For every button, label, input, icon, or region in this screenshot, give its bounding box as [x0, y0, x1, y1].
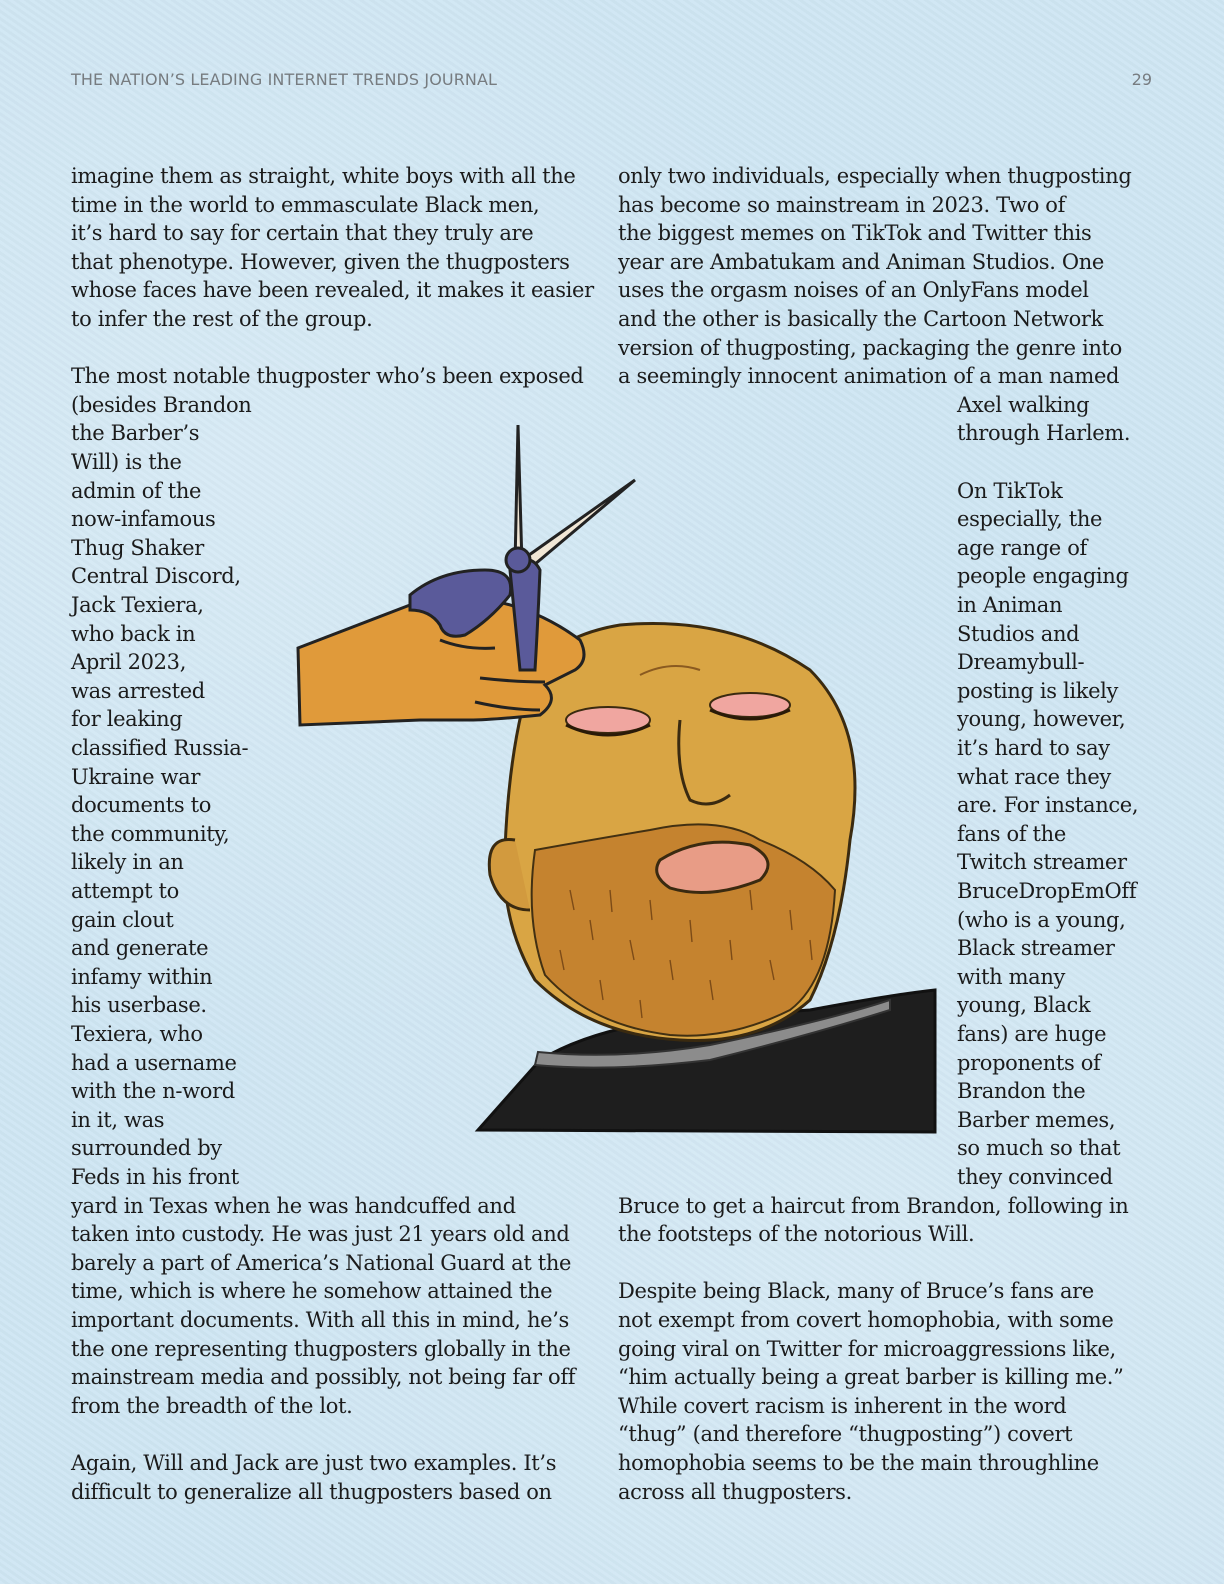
text-line: While covert racism is inherent in the word: [618, 1393, 1067, 1418]
text-line: documents to: [71, 793, 212, 818]
text-line: what race they: [957, 764, 1111, 789]
text-line: whose faces have been revealed, it makes it easier: [71, 278, 594, 303]
text-line: Brandon the: [957, 1079, 1086, 1104]
text-line: who back in: [71, 621, 196, 646]
text-line: time, which is where he somehow attained the: [71, 1279, 553, 1304]
text-line: likely in an: [71, 850, 184, 875]
text-line: barely a part of America’s National Guard at the: [71, 1250, 572, 1275]
text-line: so much so that: [957, 1136, 1121, 1161]
text-line: now-infamous: [71, 507, 216, 532]
page-number: 29: [1131, 70, 1152, 89]
text-line: Axel walking: [957, 392, 1090, 417]
text-line: with the n-word: [71, 1079, 235, 1104]
text-line: The most notable thugposter who’s been exposed: [71, 364, 584, 389]
text-line: Studios and: [957, 621, 1080, 646]
text-line: in Animan: [957, 593, 1063, 617]
text-line: Feds in his front: [71, 1165, 239, 1189]
text-line: mainstream media and possibly, not being far off: [71, 1365, 576, 1390]
text-line: fans of the: [957, 821, 1066, 846]
text-line: the one representing thugposters globally in the: [71, 1336, 571, 1361]
text-line: across all thugposters.: [618, 1479, 852, 1504]
text-line: taken into custody. He was just 21 years old and: [71, 1222, 570, 1247]
text-line: Ukraine war: [71, 764, 201, 789]
text-line: Will) is the: [71, 450, 182, 474]
text-line: Despite being Black, many of Bruce’s fans are: [618, 1279, 1094, 1304]
text-line: only two individuals, especially when thugposting: [618, 164, 1132, 188]
text-line: version of thugposting, packaging the genre into: [618, 335, 1122, 360]
text-line: (who is a young,: [957, 907, 1126, 932]
text-line: admin of the: [71, 478, 202, 503]
text-line: going viral on Twitter for microaggressions like,: [618, 1336, 1116, 1361]
text-line: they convinced: [957, 1165, 1113, 1189]
text-line: homophobia seems to be the main throughline: [618, 1451, 1099, 1475]
text-line: it’s hard to say: [957, 736, 1110, 760]
text-line: Twitch streamer: [957, 850, 1127, 875]
text-line: the Barber’s: [71, 421, 200, 446]
text-line: Jack Texiera,: [71, 593, 204, 617]
text-line: a seemingly innocent animation of a man named: [618, 364, 1120, 389]
text-line: Black streamer: [957, 936, 1115, 961]
text-line: difficult to generalize all thugposters based on: [71, 1479, 552, 1504]
barber-illustration: [290, 420, 960, 1140]
text-line: surrounded by: [71, 1136, 222, 1161]
text-line: important documents. With all this in mind, he’s: [71, 1308, 569, 1332]
text-line: and generate: [71, 936, 209, 961]
text-line: Barber memes,: [957, 1107, 1116, 1132]
text-line: attempt to: [71, 879, 179, 903]
text-line: had a username: [71, 1050, 237, 1075]
text-line: time in the world to emmasculate Black men,: [71, 192, 540, 217]
running-header: THE NATION’S LEADING INTERNET TRENDS JOURNAL: [71, 70, 498, 89]
text-line: infamy within: [71, 964, 213, 989]
text-line: “thug” (and therefore “thugposting”) covert: [618, 1422, 1073, 1447]
text-line: BruceDropEmOff: [957, 879, 1137, 903]
text-line: from the breadth of the lot.: [71, 1393, 353, 1418]
text-line: the footsteps of the notorious Will.: [618, 1222, 975, 1247]
text-line: to infer the rest of the group.: [71, 307, 373, 331]
text-line: for leaking: [71, 707, 183, 732]
text-line: year are Ambatukam and Animan Studios. One: [618, 249, 1104, 274]
text-line: are. For instance,: [957, 793, 1139, 818]
text-line: was arrested: [71, 678, 205, 703]
text-line: classified Russia-: [71, 736, 249, 760]
text-line: his userbase.: [71, 993, 207, 1018]
text-line: through Harlem.: [957, 421, 1131, 446]
text-line: people engaging: [957, 564, 1129, 589]
text-line: with many: [957, 964, 1066, 989]
text-line: young, however,: [957, 707, 1126, 732]
text-line: Central Discord,: [71, 564, 241, 589]
text-line: it’s hard to say for certain that they truly are: [71, 221, 534, 246]
text-line: and the other is basically the Cartoon Network: [618, 307, 1103, 331]
text-line: imagine them as straight, white boys with all the: [71, 164, 576, 188]
text-line: Again, Will and Jack are just two examples. It’s: [71, 1451, 557, 1475]
text-line: posting is likely: [957, 678, 1119, 703]
text-line: Thug Shaker: [71, 535, 204, 560]
text-line: (besides Brandon: [71, 392, 252, 417]
text-line: not exempt from covert homophobia, with some: [618, 1308, 1114, 1332]
text-line: has become so mainstream in 2023. Two of: [618, 192, 1066, 217]
text-line: Texiera, who: [71, 1022, 203, 1046]
text-line: the community,: [71, 821, 230, 846]
text-line: fans) are huge: [957, 1022, 1107, 1046]
text-line: yard in Texas when he was handcuffed and: [71, 1193, 516, 1218]
text-line: April 2023,: [71, 650, 187, 675]
text-line: young, Black: [957, 993, 1091, 1018]
text-line: age range of: [957, 535, 1087, 560]
text-line: gain clout: [71, 907, 174, 932]
text-line: especially, the: [957, 507, 1103, 532]
text-line: On TikTok: [957, 478, 1063, 503]
text-line: the biggest memes on TikTok and Twitter this: [618, 221, 1092, 246]
text-line: Dreamybull-: [957, 650, 1085, 675]
text-line: Bruce to get a haircut from Brandon, following in: [618, 1193, 1129, 1218]
text-line: in it, was: [71, 1107, 165, 1132]
text-line: proponents of: [957, 1050, 1101, 1075]
text-line: uses the orgasm noises of an OnlyFans model: [618, 278, 1089, 303]
text-line: that phenotype. However, given the thugposters: [71, 249, 570, 274]
text-line: “him actually being a great barber is killing me.”: [618, 1365, 1124, 1390]
